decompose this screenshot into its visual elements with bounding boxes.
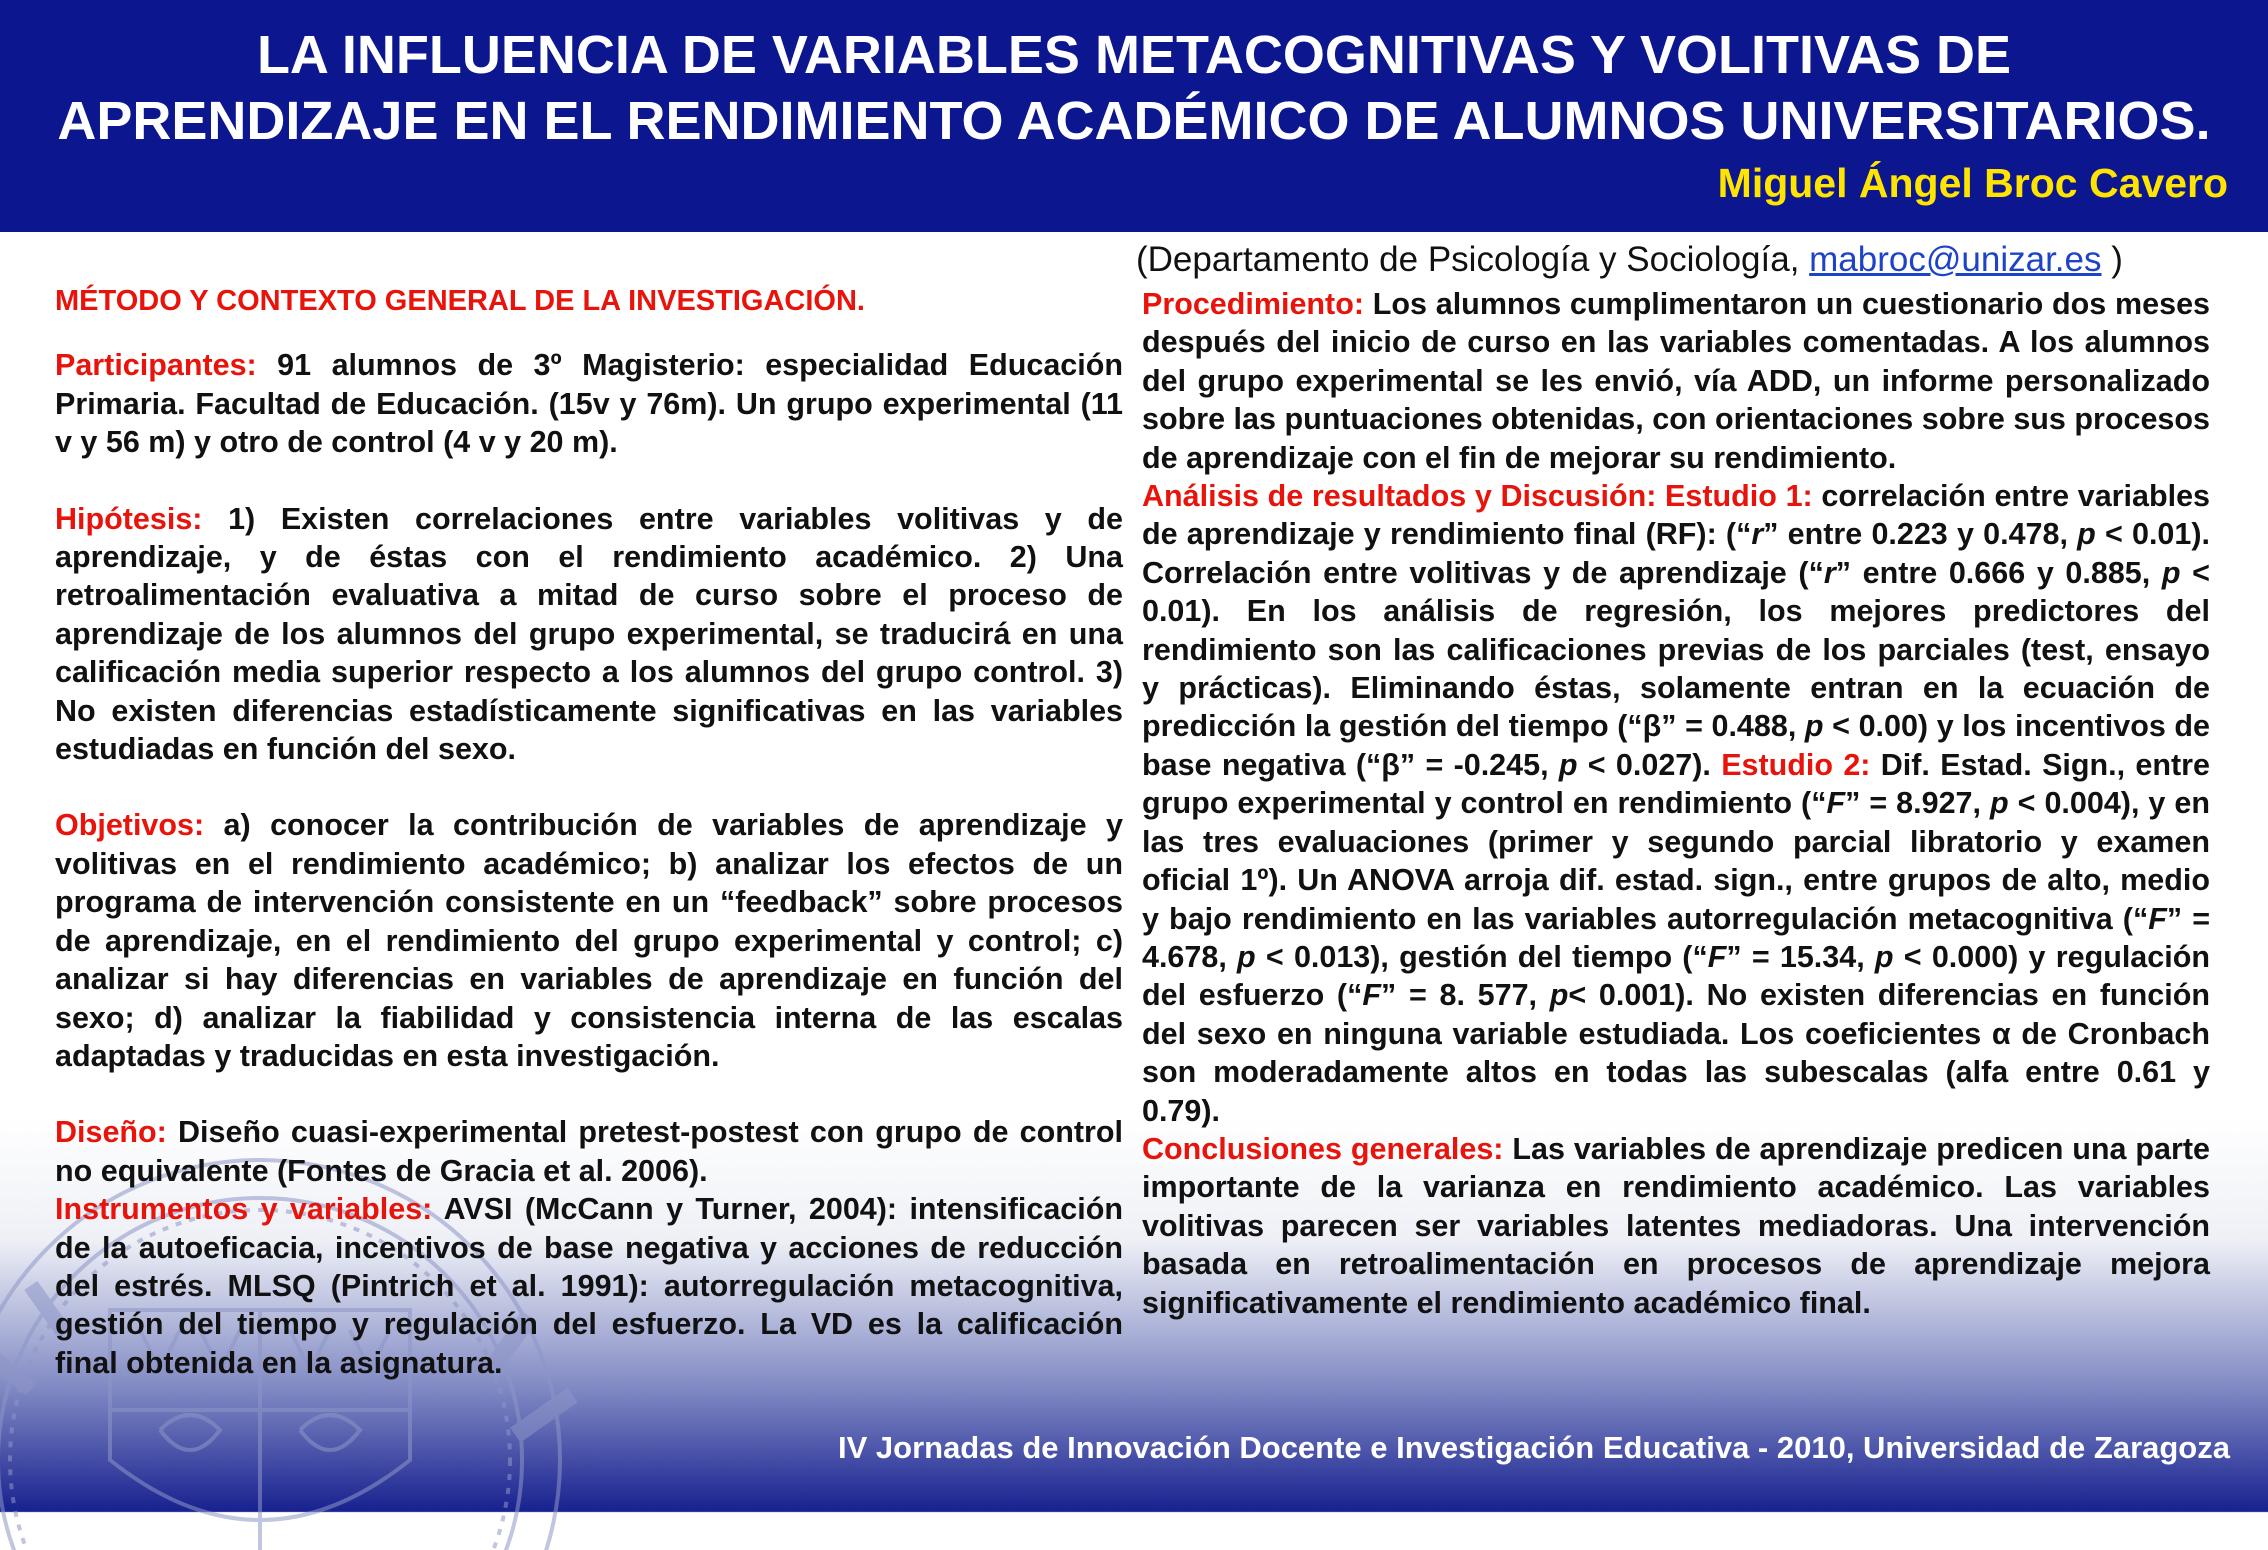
stat-p: p [1874,939,1894,974]
hipotesis-text: 1) Existen correlaciones entre variables volitivas y de aprendizaje, y de éstas con el rendimiento académico. 2) Una retroalimentación evaluativa a mitad de curso sobre el proceso de aprendizaje de los alumnos del grupo experimental, se traducirá en una calificación media superior respecto a los alumnos del grupo control. 3) No existen diferencias estadísticamente significativas en las variables estudiadas en función del sexo. [55,501,1123,767]
stat-p: p [2077,517,2096,552]
stat-F: F [1826,786,1846,821]
stat-F: F [2148,901,2167,936]
analisis-text: < 0.027). [1577,747,1711,782]
procedimiento-text: Los alumnos cumplimentaron un cuestionario dos meses después del inicio de curso en las variables comentadas. A los alumnos del grupo experimental se les envió, vía ADD, un informe personalizado sobre las puntuaciones obtenidas, con orientaciones sobre sus procesos de aprendizaje con el fin de mejorar su rendimiento. [1142,287,2210,475]
instrumentos-label: Instrumentos y variables: [55,1192,433,1227]
diseno-text: Diseño cuasi-experimental pretest-postest con grupo de control no equivalente (Fontes de Gracia et al. 2006). [55,1115,1123,1188]
instrumentos-paragraph [55,1190,1123,1382]
estudio2-text: ” = 8. 577, [1380,978,1550,1013]
stat-p: p [2161,555,2181,590]
author-name: Miguel Ángel Broc Cavero [1717,160,2228,206]
analisis-paragraph [1142,477,2210,1130]
stat-p: p [1558,747,1578,782]
estudio2-text: ” = 4.678, [1142,901,2211,974]
estudio2-text: ” = 8.927, [1845,786,1990,821]
left-column [55,282,1123,1382]
diseno-label: Diseño: [55,1115,167,1150]
analisis-text: < 0.01). Correlación entre volitivas y de aprendizaje (“ [1142,517,2210,590]
footer-conference: IV Jornadas de Innovación Docente e Investigación Educativa - 2010, Universidad de Zaragoza [837,1430,2230,1465]
procedimiento-label: Procedimiento: [1142,287,1365,321]
hipotesis-label: Hipótesis: [55,501,203,536]
estudio2-label: Estudio 2: [1721,747,1871,782]
stat-p: p [1549,978,1569,1013]
right-column [1142,285,2210,1322]
title-line-1: LA INFLUENCIA DE VARIABLES METACOGNITIVAS Y VOLITIVAS DE [256,25,2012,85]
analisis-text: correlación entre variables de aprendizaje y rendimiento final (RF): (“ [1142,479,2210,552]
estudio2-text: < 0.004), y en las tres evaluaciones (primer y segundo parcial libratorio y examen oficial 1º). Un ANOVA arroja dif. estad. sign., entre grupos de alto, medio y bajo rendimiento en las variables autorregulación metacognitiva (“ [1142,786,2210,936]
participantes-label: Participantes: [55,348,257,383]
title-line-2: APRENDIZAJE EN EL RENDIMIENTO ACADÉMICO DE ALUMNOS UNIVERSITARIOS. [57,91,2211,151]
analisis-text: ” entre 0.223 y 0.478, [1763,517,2078,552]
estudio2-text: < 0.013), gestión del tiempo (“ [1255,939,1708,974]
stat-p: p [1990,786,2009,821]
analisis-text: < 0.00) y los incentivos de base negativa (“β” = -0.245, [1142,709,2210,782]
poster-header [0,0,2268,232]
poster-title [0,22,2268,154]
analisis-label: Análisis de resultados y Discusión: Estudio 1: [1142,479,1813,514]
estudio2-text: ” = 15.34, [1726,939,1875,974]
participantes-paragraph [55,346,1123,461]
procedimiento-paragraph [1142,285,2210,477]
affiliation-department: (Departamento de Psicología y Sociología, [1136,240,1810,279]
stat-F: F [1362,978,1381,1013]
instrumentos-text: AVSI (McCann y Turner, 2004): intensificación de la autoeficacia, incentivos de base negativa y acciones de reducción del estrés. MLSQ (Pintrich et al. 1991): autorregulación metacognitiva, gestión del tiempo y regulación del esfuerzo. La VD es la calificación final obtenida en la asignatura. [55,1192,1124,1380]
analisis-text: < 0.01). En los análisis de regresión, los mejores predictores del rendimiento son las calificaciones previas de los parciales (test, ensayo y prácticas). Eliminando éstas, solamente entran en la ecuación de predicción la gestión del tiempo (“β” = 0.488, [1142,555,2210,744]
stat-r: r [1823,555,1836,590]
stat-F: F [1707,939,1727,974]
author-email-link[interactable]: mabroc@unizar.es [1809,240,2102,279]
affiliation [1136,240,2123,280]
diseno-paragraph [55,1113,1123,1190]
stat-p: p [1804,709,1824,744]
stat-p: p [1237,939,1256,974]
objetivos-paragraph [55,806,1123,1075]
section-title-metodo: MÉTODO Y CONTEXTO GENERAL DE LA INVESTIGACIÓN. [55,285,865,317]
objetivos-label: Objetivos: [55,808,205,843]
estudio2-text: < 0.001). No existen diferencias en función del sexo en ninguna variable estudiada. Los coeficientes α de Cronbach son moderadamente altos en todas las subescalas (alfa entre 0.61 y 0.79). [1142,978,2210,1128]
analisis-text: ” entre 0.666 y 0.885, [1835,555,2162,590]
estudio2-text: Dif. Estad. Sign., entre grupo experimental y control en rendimiento (“ [1142,747,2210,821]
conclusiones-text: Las variables de aprendizaje predicen una parte importante de la varianza en rendimiento académico. Las variables volitivas parecen ser variables latentes mediadoras. Una intervención basada en retroalimentación en procesos de aprendizaje mejora significativamente el rendimiento académico final. [1142,1131,2210,1320]
conclusiones-label: Conclusiones generales: [1142,1131,1504,1166]
estudio2-text: < 0.000) y regulación del esfuerzo (“ [1142,939,2210,1013]
objetivos-text: a) conocer la contribución de variables de aprendizaje y volitivas en el rendimiento académico; b) analizar los efectos de un programa de intervención consistente en un “feedback” sobre procesos de aprendizaje, en el rendimiento del grupo experimental y control; c) analizar si hay diferencias en variables de aprendizaje en función del sexo; d) analizar la fiabilidad y consistencia interna de las escalas adaptadas y traducidas en esta investigación. [55,808,1123,1073]
hipotesis-paragraph [55,500,1123,769]
participantes-text: 91 alumnos de 3º Magisterio: especialidad Educación Primaria. Facultad de Educación. (15v y 76m). Un grupo experimental (11 v y 56 m) y otro de control (4 v y 20 m). [55,348,1123,460]
stat-r: r [1751,517,1764,552]
conclusiones-paragraph [1142,1130,2210,1322]
affiliation-close: ) [2101,240,2123,279]
